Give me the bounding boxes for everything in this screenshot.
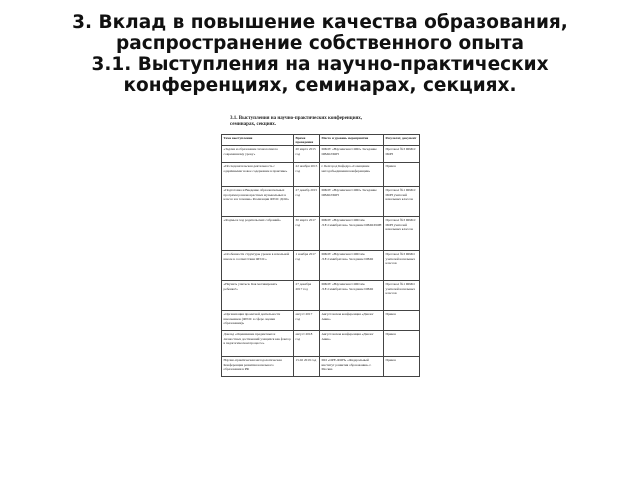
cell-topic: «Исследовательская деятельность с одарёнными/ новое содержание в практике» [222, 163, 294, 187]
cell-date: 20 марта 2015 год [294, 146, 320, 163]
cell-topic: Доклад «Оценивание предметных и личностных достижений учащихся как фактор в педагогическом процессе» [222, 331, 294, 357]
slide-title-line: 3. Вклад в повышение качества образования, [72, 12, 568, 33]
table-header-row [222, 135, 420, 146]
table-row [222, 163, 420, 187]
column-header-topic: Тема выступления [222, 135, 294, 146]
cell-result: Протокол №1 ШМО учителей начальных классов [384, 281, 420, 311]
document-heading [230, 116, 420, 128]
table-row [222, 217, 420, 251]
cell-topic: «Задачи и образование технологии по современному уроку» [222, 146, 294, 163]
slide-title-line: конференциях, семинарах, секциях. [123, 75, 517, 96]
cell-venue: МБОУ «Научинская СОШ им. Л.Е.Семибратова» Заседание ШМО [320, 281, 384, 311]
cell-venue: МБОУ «Научинская СОШ» Заседание ШМО/ИОН [320, 146, 384, 163]
cell-result: Протокол №1 ШМО/ИОН учителей начальных классов [384, 187, 420, 217]
cell-date: 22 ноября 2015 год [294, 163, 320, 187]
cell-date: 15.02 2019 год [294, 357, 320, 377]
table-row [222, 281, 420, 311]
slide-title-line: 3.1. Выступления на научно-практических [91, 54, 549, 75]
cell-date: 27 декабр 2015 год [294, 187, 320, 217]
table-row [222, 146, 420, 163]
cell-venue: МО «ОРЕ-ФОН» «Федеральный институт развития образования» г. Москва [320, 357, 384, 377]
cell-date: 27 декабря 2017 год [294, 281, 320, 311]
column-header-venue: Место и уровень мероприятия [320, 135, 384, 146]
cell-result: Протокол №3 ШМО учителей начальных классов [384, 251, 420, 281]
cell-date: август 2017 год [294, 311, 320, 331]
table-row [222, 357, 420, 377]
cell-result: Приказ [384, 163, 420, 187]
table-row [222, 331, 420, 357]
slide-title-line: распространение собственного опыта [116, 33, 524, 54]
document-heading-line: 3.1. Выступления на научно-практических конференциях, [230, 116, 363, 121]
cell-result: Протокол №3 ШМО/ИОН [384, 146, 420, 163]
cell-venue: МБОУ «Научинская СОШ им. Л.Е.Семибратова» Заседание ШМО/ИОН [320, 217, 384, 251]
cell-date: август 2018 год [294, 331, 320, 357]
table-row [222, 311, 420, 331]
cell-date: 30 марта 2017 год [294, 217, 320, 251]
cell-date: 1 ноября 2017 год [294, 251, 320, 281]
cell-topic: Научно-практическая методологическая Конференция развития начального образования в РФ [222, 357, 294, 377]
table-row [222, 251, 420, 281]
cell-venue: МБОУ «Научинская СОШ им. Л.Е.Семибратова» Заседание ШМО [320, 251, 384, 281]
cell-topic: «Особенности структуры уроков в начальной школе в соответствии ФГОС» [222, 251, 294, 281]
slide-title [40, 12, 600, 96]
cell-venue: МБОУ «Научинская СОШ» Заседание ШМО/ИОН [320, 187, 384, 217]
document-heading-line: семинарах, секциях. [230, 122, 277, 127]
cell-topic: «Формы и ход родительских собраний» [222, 217, 294, 251]
cell-venue: г. Белгород Кафедра «Совещание методобъединения конференции» [320, 163, 384, 187]
cell-result: Приказ [384, 311, 420, 331]
column-header-result: Результат, документ [384, 135, 420, 146]
cell-result: Протокол №3 ШМО/ИОН учителей начальных классов [384, 217, 420, 251]
cell-result: Приказ [384, 331, 420, 357]
document-scan [218, 112, 422, 371]
presentations-table [221, 134, 420, 377]
cell-result: Приказ [384, 357, 420, 377]
cell-topic: «Организация проектной деятельности школьников (ФГОС в сфере оценки образования)» [222, 311, 294, 331]
cell-venue: Августовская конференция «Диалог Авик» [320, 331, 384, 357]
column-header-date: Время проведения [294, 135, 320, 146]
cell-venue: Августовская конференция «Диалог Авик» [320, 311, 384, 331]
cell-topic: «Научить учиться. Как мотивировать ребенка?» [222, 281, 294, 311]
cell-topic: «Подготовка и Введение образовательных программ разновозрастных музыкальных в классе и в течение» Реализация ФГОС ДОО» [222, 187, 294, 217]
table-row [222, 187, 420, 217]
